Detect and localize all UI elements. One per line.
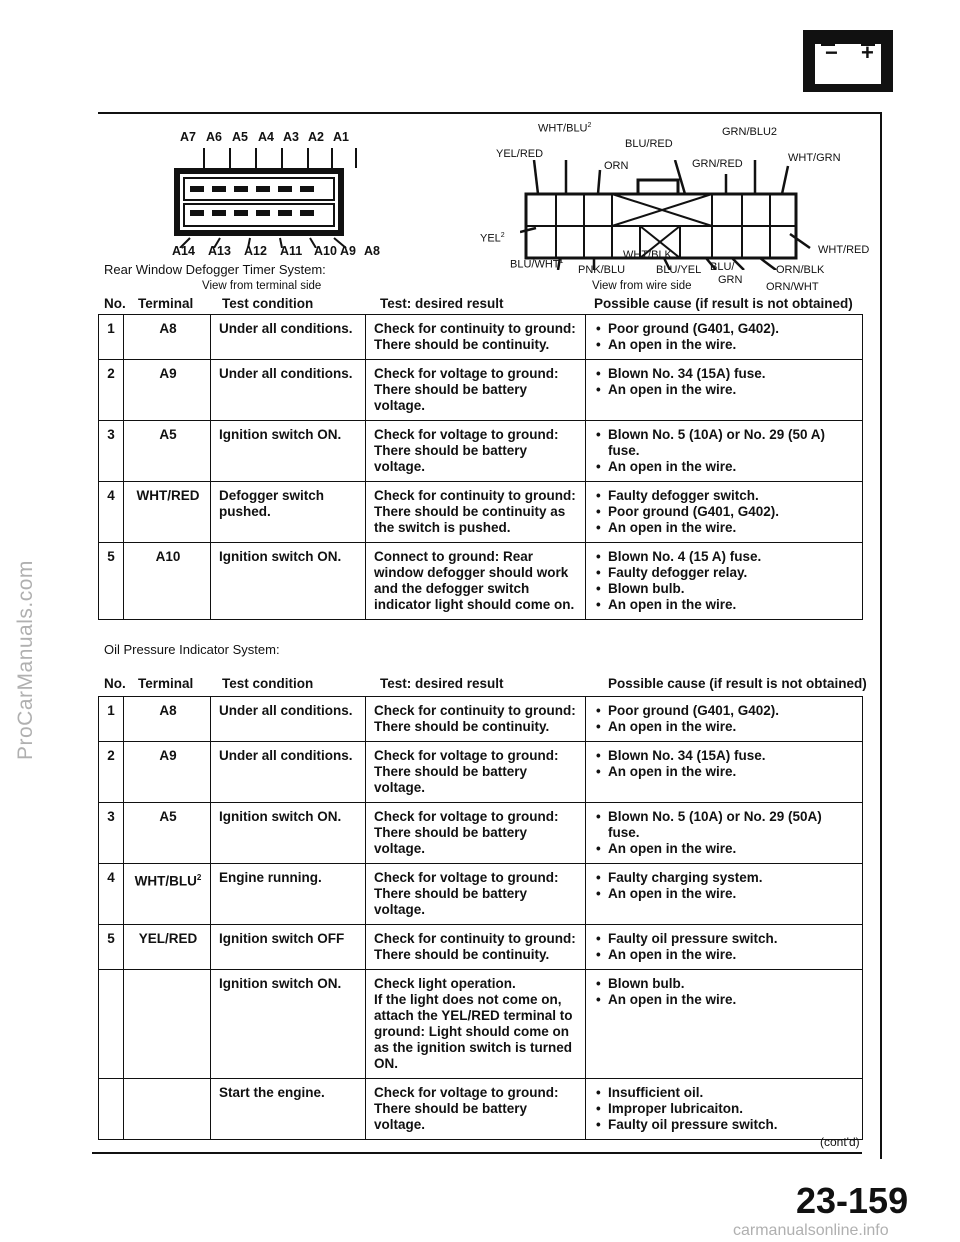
cause-item: • Poor ground (G401, G402).	[594, 703, 856, 719]
cause-cell	[586, 315, 863, 360]
wire-label: YEL$^2$	[480, 232, 505, 245]
system-title-defogger: Rear Window Defogger Timer System:	[104, 262, 326, 277]
table-row	[99, 803, 863, 864]
terminal-cell: A9	[124, 742, 211, 803]
page-number: 23-159	[796, 1180, 909, 1221]
condition-cell: Ignition switch ON.	[211, 543, 366, 620]
cause-item: • Blown No. 34 (15A) fuse.	[594, 748, 856, 764]
system-title-oil: Oil Pressure Indicator System:	[104, 642, 280, 657]
condition-cell: Under all conditions.	[211, 315, 366, 360]
condition-cell: Ignition switch ON.	[211, 421, 366, 482]
header-condition: Test condition	[222, 296, 314, 311]
oil-pressure-test-table	[98, 696, 863, 1140]
bottom-rule	[92, 1152, 862, 1154]
pin-label: A12	[244, 244, 267, 258]
cause-item: • Faulty oil pressure switch.	[594, 931, 856, 947]
side-watermark-text: ProCarManuals.com	[14, 560, 37, 760]
terminal-cell: YEL/RED	[124, 925, 211, 970]
pin-label: A4	[258, 130, 274, 144]
terminal-cell: WHT/RED	[124, 482, 211, 543]
pin-label: A8	[364, 244, 380, 258]
cause-item: • An open in the wire.	[594, 597, 856, 613]
wire-label: ORN/BLK	[776, 264, 825, 276]
condition-cell: Defogger switch pushed.	[211, 482, 366, 543]
view-label-wire-side: View from wire side	[592, 280, 692, 292]
condition-cell: Engine running.	[211, 864, 366, 925]
row-number: 4	[99, 864, 124, 925]
table-row	[99, 421, 863, 482]
cause-item: • An open in the wire.	[594, 886, 856, 902]
wire-label: YEL/RED	[496, 148, 544, 160]
cause-cell	[586, 697, 863, 742]
cause-item: • Blown bulb.	[594, 976, 856, 992]
row-number: 3	[99, 803, 124, 864]
test-cell: Check light operation. If the light does not come on, attach the YEL/RED terminal to ground: Light should come on as the ignition switch is turned ON.	[366, 970, 586, 1079]
terminal-cell: A8	[124, 697, 211, 742]
cause-cell	[586, 482, 863, 543]
table-row	[99, 742, 863, 803]
pin-label: A3	[283, 130, 299, 144]
wire-label: WHT/RED	[818, 244, 870, 256]
cause-item: • Insufficient oil.	[594, 1085, 856, 1101]
row-number: 4	[99, 482, 124, 543]
pin-label: A6	[206, 130, 222, 144]
header-condition: Test condition	[222, 676, 314, 691]
cause-item: • Blown bulb.	[594, 581, 856, 597]
cause-item: • Improper lubricaiton.	[594, 1101, 856, 1117]
wire-label: ORN	[604, 160, 629, 172]
header-terminal: Terminal	[138, 296, 194, 311]
row-number: 5	[99, 925, 124, 970]
table-row	[99, 1079, 863, 1140]
wire-label: ORN/WHT	[766, 281, 819, 293]
cause-item: • Faulty defogger relay.	[594, 565, 856, 581]
row-number: 2	[99, 742, 124, 803]
pin-label: A14	[172, 244, 195, 258]
test-cell: Check for voltage to ground: There should be battery voltage.	[366, 1079, 586, 1140]
wire-label: BLU/YEL	[656, 264, 702, 276]
table-row	[99, 360, 863, 421]
cause-item: • An open in the wire.	[594, 459, 856, 475]
table-row	[99, 697, 863, 742]
pin-label: A10	[314, 244, 337, 258]
cause-item: • An open in the wire.	[594, 992, 856, 1008]
footer-watermark: carmanualsonline.info	[733, 1222, 889, 1239]
cause-item: • An open in the wire.	[594, 719, 856, 735]
table-row	[99, 543, 863, 620]
pin-label: A7	[180, 130, 196, 144]
terminal-cell: A5	[124, 421, 211, 482]
row-number: 1	[99, 697, 124, 742]
test-cell: Check for voltage to ground: There should be battery voltage.	[366, 803, 586, 864]
table-row	[99, 970, 863, 1079]
header-test: Test: desired result	[380, 296, 504, 311]
test-cell: Check for voltage to ground: There should be battery voltage.	[366, 864, 586, 925]
wire-label: BLU/WHT$^1$	[510, 258, 564, 271]
cause-cell	[586, 803, 863, 864]
test-cell: Check for continuity to ground: There should be continuity.	[366, 697, 586, 742]
row-number: 5	[99, 543, 124, 620]
condition-cell: Ignition switch OFF	[211, 925, 366, 970]
pin-label: A1	[333, 130, 349, 144]
wire-label: GRN	[718, 274, 743, 286]
cause-cell	[586, 970, 863, 1079]
connector-terminal-side-drawing	[170, 148, 370, 248]
cause-cell	[586, 1079, 863, 1140]
table-row	[99, 925, 863, 970]
cause-item: • An open in the wire.	[594, 841, 856, 857]
table-row	[99, 864, 863, 925]
cause-cell	[586, 925, 863, 970]
row-number: 1	[99, 315, 124, 360]
cause-item: • Blown No. 5 (10A) or No. 29 (50A) fuse.	[594, 809, 856, 841]
cause-item: • Blown No. 4 (15 A) fuse.	[594, 549, 856, 565]
condition-cell: Start the engine.	[211, 1079, 366, 1140]
side-watermark	[14, 560, 54, 760]
defogger-test-table	[98, 314, 863, 620]
table-row	[99, 482, 863, 543]
wire-label: BLU/	[710, 261, 735, 273]
cause-cell	[586, 421, 863, 482]
row-number: 2	[99, 360, 124, 421]
wire-label: BLU/RED	[625, 138, 673, 150]
wire-label: WHT/BLU$^2$	[538, 122, 592, 135]
cause-item: • Poor ground (G401, G402).	[594, 504, 856, 520]
condition-cell: Under all conditions.	[211, 742, 366, 803]
pin-label: A9	[340, 244, 356, 258]
cause-item: • An open in the wire.	[594, 764, 856, 780]
cause-item: • An open in the wire.	[594, 382, 856, 398]
test-cell: Check for voltage to ground: There should be battery voltage.	[366, 360, 586, 421]
row-number	[99, 1079, 124, 1140]
terminal-cell: A5	[124, 803, 211, 864]
cause-item: • Blown No. 5 (10A) or No. 29 (50 A) fuse.	[594, 427, 856, 459]
cause-item: • Poor ground (G401, G402).	[594, 321, 856, 337]
cause-cell	[586, 864, 863, 925]
test-cell: Check for continuity to ground: There should be continuity as the switch is pushed.	[366, 482, 586, 543]
battery-icon: − +	[803, 30, 893, 92]
row-number	[99, 970, 124, 1079]
header-no: No.	[104, 676, 126, 691]
wire-label: GRN/BLU2	[722, 126, 778, 138]
terminal-cell	[124, 1079, 211, 1140]
condition-cell: Under all conditions.	[211, 360, 366, 421]
continued-note: (cont'd)	[820, 1135, 860, 1149]
test-cell: Check for continuity to ground: There should be continuity.	[366, 925, 586, 970]
pin-label: A13	[208, 244, 231, 258]
condition-cell: Ignition switch ON.	[211, 970, 366, 1079]
terminal-cell	[124, 970, 211, 1079]
pin-label: A5	[232, 130, 248, 144]
header-no: No.	[104, 296, 126, 311]
cause-item: • Faulty charging system.	[594, 870, 856, 886]
header-terminal: Terminal	[138, 676, 194, 691]
terminal-cell: A8	[124, 315, 211, 360]
cause-item: • An open in the wire.	[594, 520, 856, 536]
pin-label: A2	[308, 130, 324, 144]
terminal-cell: WHT/BLU$^2$	[124, 864, 211, 925]
test-cell: Connect to ground: Rear window defogger should work and the defogger switch indicator light should come on.	[366, 543, 586, 620]
wire-label: WHT/GRN	[788, 152, 841, 164]
header-cause: Possible cause (if result is not obtained)	[594, 296, 853, 311]
row-number: 3	[99, 421, 124, 482]
condition-cell: Ignition switch ON.	[211, 803, 366, 864]
condition-cell: Under all conditions.	[211, 697, 366, 742]
cause-item: • Faulty defogger switch.	[594, 488, 856, 504]
terminal-cell: A10	[124, 543, 211, 620]
wire-label: WHT/BLK	[623, 249, 672, 261]
wire-label: GRN/RED	[692, 158, 743, 170]
terminal-cell: A9	[124, 360, 211, 421]
view-label-terminal-side: View from terminal side	[202, 280, 322, 292]
cause-item: • Faulty oil pressure switch.	[594, 1117, 856, 1133]
pin-label: A11	[280, 244, 303, 258]
table-row	[99, 315, 863, 360]
cause-item: • An open in the wire.	[594, 337, 856, 353]
cause-item: • Blown No. 34 (15A) fuse.	[594, 366, 856, 382]
cause-item: • An open in the wire.	[594, 947, 856, 963]
header-test: Test: desired result	[380, 676, 504, 691]
header-cause: Possible cause (if result is not obtained)	[608, 676, 867, 691]
cause-cell	[586, 360, 863, 421]
test-cell: Check for voltage to ground: There should be battery voltage.	[366, 742, 586, 803]
test-cell: Check for continuity to ground: There should be continuity.	[366, 315, 586, 360]
test-cell: Check for voltage to ground: There should be battery voltage.	[366, 421, 586, 482]
cause-cell	[586, 742, 863, 803]
wire-label: PNK/BLU	[578, 264, 626, 276]
cause-cell	[586, 543, 863, 620]
